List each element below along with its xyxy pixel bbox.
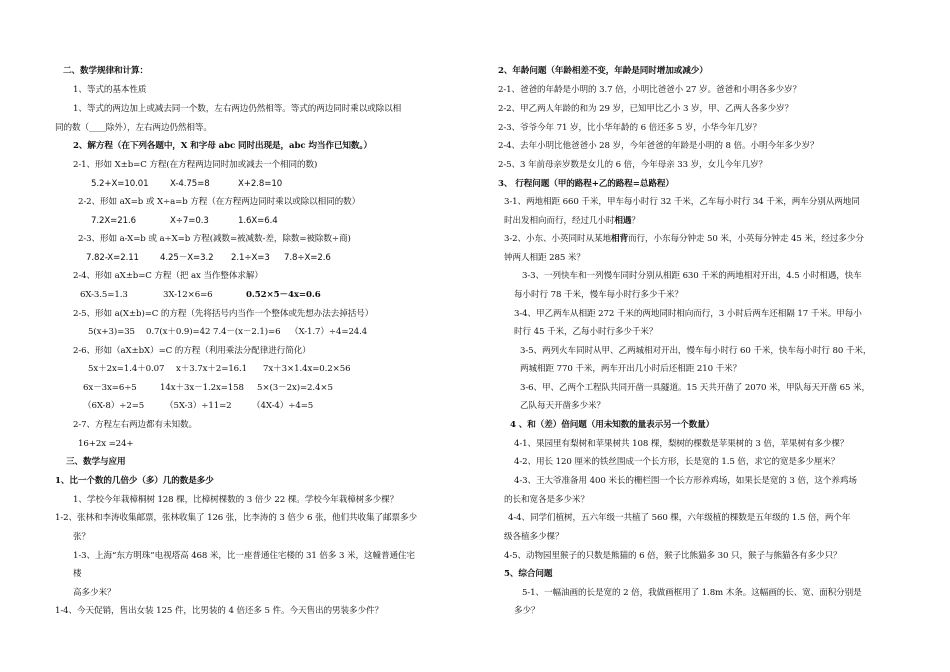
problem-group-2-title: 2、年龄问题（年龄相差不变，年龄是同时增加或减少） (498, 66, 708, 76)
problem-1-3-line2: 楼 (73, 569, 82, 579)
equation: 5x＋2x=1.4＋0.07 (88, 364, 165, 374)
problem-3-4-line1: 3-4、甲乙两车从相距 272 千米的两地同时相向而行，3 小时后两车还相隔 17 千米。甲每小 (514, 309, 862, 319)
equation: （4X-4）÷4=5 (252, 401, 314, 411)
property-title: 1、等式的基本性质 (73, 85, 147, 95)
type-2-7-heading: 2-7、方程左右两边都有未知数。 (73, 420, 197, 430)
problem-2-5: 2-5、3 年前母亲岁数是女儿的 6 倍，今年母亲 33 岁，女儿今年几岁？ (498, 160, 768, 170)
problem-5-1-line2: 多少？ (514, 606, 540, 616)
equation: 7x＋3×1.4x=0.2×56 (263, 364, 351, 374)
problem-4-3-line1: 4-3、王大爷准备用 400 米长的栅栏围一个长方形养鸡场，如果长是宽的 3 倍，这个养鸡场 (514, 476, 857, 486)
problem-3-5-line2: 两城相距 770 千米，两车开出几小时后还相距 210 千米？ (520, 364, 742, 374)
problem-4-4-line2: 级各植多少棵？ (504, 532, 564, 542)
equation: x＋3.7x＋2=16.1 (176, 364, 248, 374)
equation: X-4.75=8 (170, 179, 210, 189)
problem-1-2-line2: 张？ (73, 532, 90, 542)
problem-1-3-line3: 高多少米？ (73, 588, 116, 598)
equation: （X-1.7）÷4=24.4 (290, 327, 368, 337)
problem-3-5-line1: 3-5、两列火车同时从甲、乙两城相对开出，慢车每小时行 60 千米，快车每小时行 80 千米， (520, 346, 872, 356)
equation: 5(x+3)=35 (88, 327, 135, 337)
problem-group-4-title: 4 、和（差）倍问题（用未知数的量表示另一个数量） (510, 420, 715, 430)
problem-5-1-line1: 5-1、一幅油画的长是宽的 2 倍，我做画框用了 1.8m 木条。这幅画的长、宽、面积分别是 (522, 588, 862, 598)
equation: （6X-8）÷2=5 (83, 401, 145, 411)
problem-2-4: 2-4、去年小明比他爸爸小 28 岁，今年爸爸的年龄是小明的 8 倍。小明今年多少岁？ (498, 141, 819, 151)
equation: 1.6X=6.4 (238, 216, 278, 226)
problem-4-4-line1: 4-4、同学们植树，五六年级一共植了 560 棵，六年级植的棵数是五年级的 1.5 倍，两个年 (508, 513, 851, 523)
equation: 14x＋3x－1.2x=158 (160, 383, 244, 393)
problem-4-2: 4-2、用长 120 厘米的铁丝围成一个长方形，长是宽的 1.5 倍，求它的宽是多少厘米？ (514, 457, 840, 467)
equation: 16+2x =24+ (78, 439, 134, 449)
type-2-4-heading: 2-4、形如 aX±b=C 方程（把 ax 当作整体求解） (73, 271, 263, 281)
problem-3-6-line1: 3-6、甲、乙两个工程队共同开凿一具隧道。15 天共开凿了 2070 米，甲队每天开凿 65 米， (520, 383, 870, 393)
equation: 4.25－X=3.2 (160, 253, 214, 263)
problem-1-3-line1: 1-3、上海“东方明珠”电视塔高 468 米，比一座普通住宅楼的 31 倍多 3 米，这幢普通住宅 (73, 551, 415, 561)
section-3-title: 三、数学与应用 (66, 457, 126, 467)
problem-1-1: 1、学校今年栽樟桐树 128 棵，比樟树棵数的 3 倍少 22 棵。学校今年栽樟树多少棵？ (73, 495, 399, 505)
problem-3-3-line2: 每小时行 78 千米，慢车每小时行多少千米？ (514, 290, 683, 300)
blank: ____ (88, 123, 106, 133)
type-2-2-heading: 2-2、形如 aX=b 或 X÷a=b 方程（在方程两边同时乘以或除以相同的数） (78, 197, 361, 207)
problem-2-2: 2-2、甲乙两人年龄的和为 29 岁，已知甲比乙小 3 岁，甲、乙两人各多少岁？ (498, 104, 793, 114)
equation: 0.7(x＋0.9)=42 (146, 327, 211, 337)
problem-group-3-title: 3、 行程问题（甲的路程+乙的路程=总路程） (498, 179, 674, 189)
equation: 6x－3x=6÷5 (83, 383, 137, 393)
problem-4-3-line2: 的长和宽各是多少米？ (504, 495, 589, 505)
equation: 5×(3－2x)=2.4×5 (257, 383, 333, 393)
solve-equations-title: 2、解方程（在下列各题中，X 和字母 abc 同时出现是，abc 均当作已知数。） (73, 141, 373, 151)
property-body-line2: 同的数（____除外），左右两边仍然相等。 (55, 123, 212, 133)
equation: 6X-3.5=1.3 (80, 290, 128, 300)
problem-3-4-line2: 时行 45 千米，乙每小时行多少千米？ (514, 327, 658, 337)
type-2-3-heading: 2-3、形如 a-X=b 或 a÷X=b 方程(减数=被减数-差，除数=被除数÷商) (78, 234, 351, 244)
equation: 3X-12×6=6 (163, 290, 213, 300)
problem-4-5: 4-5、动物园里猴子的只数是熊猫的 6 倍，猴子比熊猫多 30 只，猴子与熊猫各有多少只？ (504, 551, 842, 561)
problem-4-1: 4-1、果园里有梨树和苹果树共 108 棵，梨树的棵数是苹果树的 3 倍，苹果树有多少棵？ (514, 439, 849, 449)
problem-group-5-title: 5、综合问题 (504, 569, 553, 579)
equation: 2.1÷X=3 (231, 253, 270, 263)
equation: X+2.8=10 (238, 179, 283, 189)
equation: 7.8÷X=2.6 (284, 253, 331, 263)
equation: 7.82-X=2.11 (86, 253, 139, 263)
problem-3-1-line1: 3-1、两地相距 660 千米，甲车每小时行 32 千米，乙车每小时行 34 千米，两车分别从两地同 (504, 197, 860, 207)
equation: （5X-3）÷11=2 (165, 401, 232, 411)
problem-3-3-line1: 3-3、一列快车和一列慢车同时分别从相距 630 千米的两地相对开出，4.5 小时相遇，快车 (522, 271, 862, 281)
problem-2-3: 2-3、爷爷今年 71 岁，比小华年龄的 6 倍还多 5 岁，小华今年几岁？ (498, 123, 762, 133)
equation: 0.52×5－4x=0.6 (246, 290, 321, 300)
property-body-line1: 1、等式的两边加上或减去同一个数，左右两边仍然相等。等式的两边同时乘以或除以相 (73, 104, 402, 114)
problem-2-1: 2-1、爸爸的年龄是小明的 3.7 倍，小明比爸爸小 27 岁。爸爸和小明各多少岁？ (498, 85, 801, 95)
equation: 5.2+X=10.01 (91, 179, 149, 189)
type-2-1-heading: 2-1、形如 X±b=C 方程(在方程两边同时加或减去一个相同的数) (73, 160, 318, 170)
section-2-title: 二、数学规律和计算： (63, 66, 148, 76)
problem-1-4: 1-4、今天促销，售出女装 125 件，比男装的 4 倍还多 5 件。今天售出的男装多少件？ (55, 606, 383, 616)
problem-group-1-title: 1、比一个数的几倍少（多）几的数是多少 (55, 476, 214, 486)
problem-3-2-line1: 3-2、小东、小英同时从某地相背而行，小东每分钟走 50 米，小英每分钟走 45 米，经过多少分 (504, 234, 864, 244)
problem-3-6-line2: 乙队每天开凿多少米？ (520, 401, 605, 411)
problem-3-1-line2: 时出发相向而行，经过几小时相遇？ (504, 216, 640, 226)
problem-3-2-line2: 钟两人相距 285 米？ (504, 253, 585, 263)
equation: X÷7=0.3 (170, 216, 209, 226)
type-2-6-heading: 2-6、形如（aX±bX）=C 的方程（利用乘法分配律进行简化） (73, 346, 311, 356)
equation: 7.2X=21.6 (91, 216, 136, 226)
type-2-5-heading: 2-5、形如 a(X±b)=C 的方程（先将括号内当作一个整体或先想办法去掉括号） (73, 309, 374, 319)
problem-1-2-line1: 1-2、张林和李涛收集邮票，张林收集了 126 张，比李涛的 3 倍少 6 张，他们共收集了邮票多少 (55, 513, 417, 523)
equation: 7.4－(x－2.1)=6 (213, 327, 281, 337)
